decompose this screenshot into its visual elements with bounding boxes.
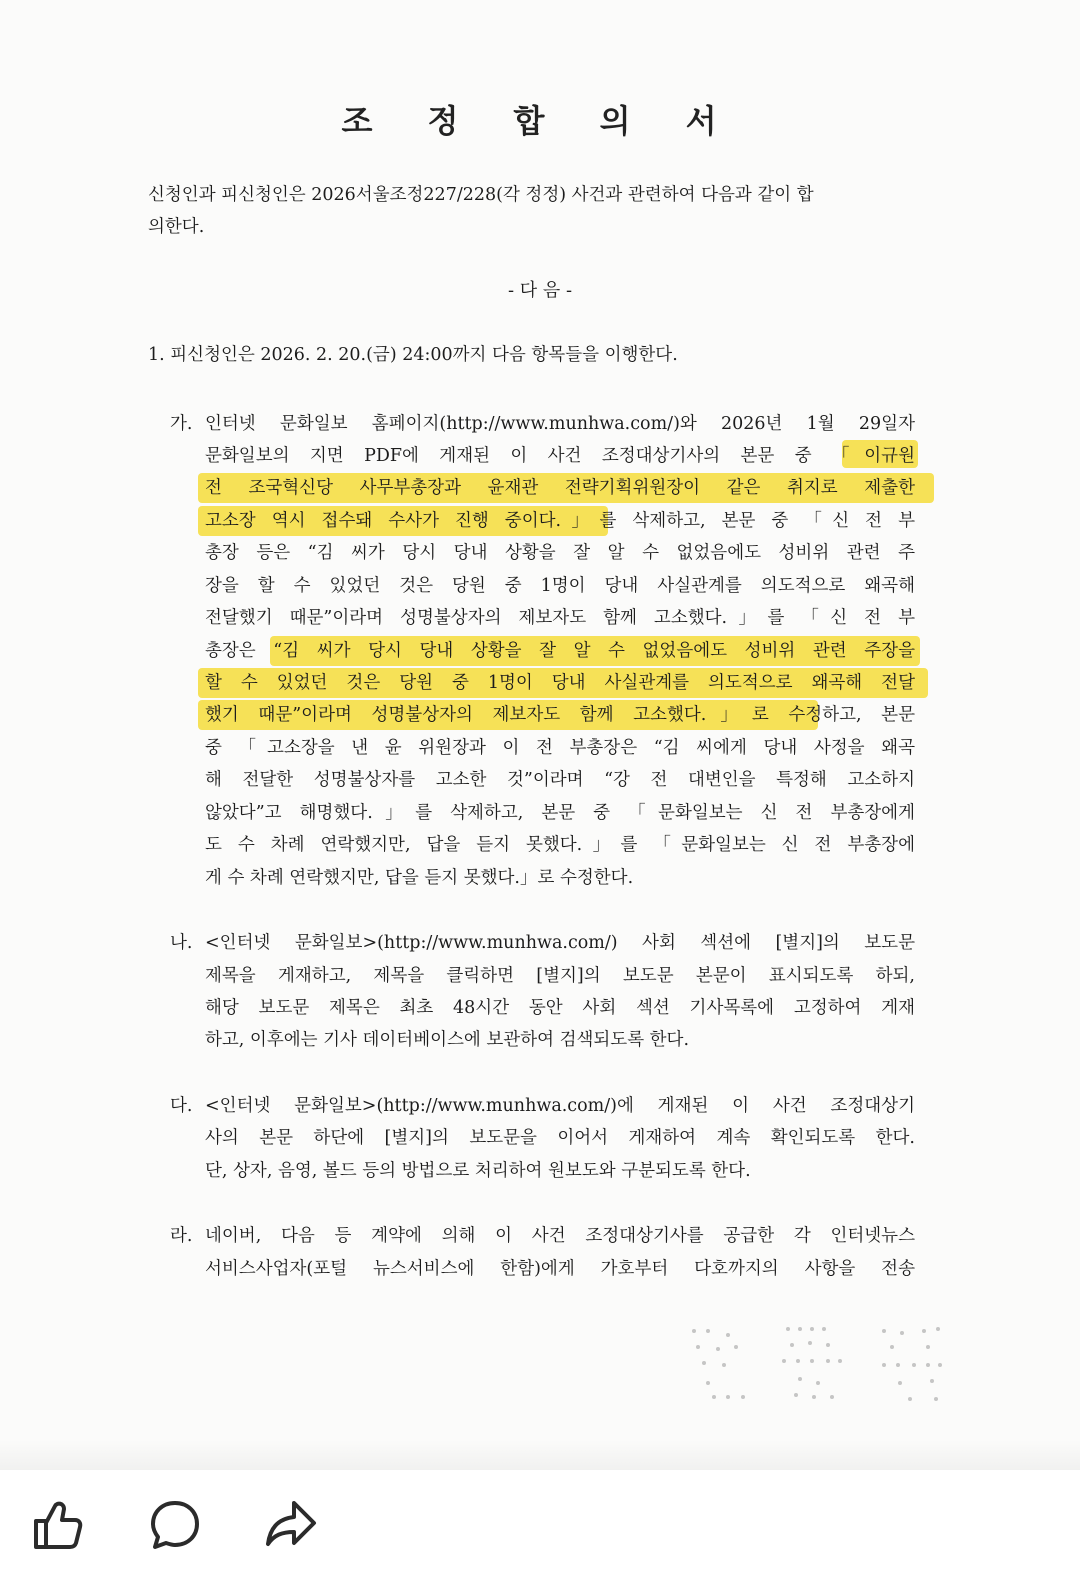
clause-ga-line: 했기 때문”이라며 성명불상자의 제보자도 함께 고소했다.」로 수정하고, 본문 — [205, 705, 915, 725]
intro-line-1: 신청인과 피신청인은 2026서울조정227/228(각 정정) 사건과 관련하여 다음과 같이 합 — [148, 185, 814, 205]
clause-ga-line: 중 「고소장을 낸 윤 위원장과 이 전 부총장은 “김 씨에게 당내 사정을 왜곡 — [205, 738, 915, 758]
post-action-bar — [0, 1495, 1080, 1575]
clause-na-line: 하고, 이후에는 기사 데이터베이스에 보관하여 검색되도록 한다. — [205, 1030, 690, 1050]
clause-na-line: <인터넷 문화일보>(http://www.munhwa.com/) 사회 섹션에 [별지]의 보도문 — [205, 933, 915, 953]
clause-ga-line: 총장 등은 “김 씨가 당시 당내 상황을 잘 알 수 없었음에도 성비위 관련 주 — [205, 543, 915, 563]
clause-ga-line: 문화일보의 지면 PDF에 게재된 이 사건 조정대상기사의 본문 중 「이규원 — [205, 446, 915, 466]
clause-ga-line: 게 수 차례 연락했지만, 답을 듣지 못했다.」로 수정한다. — [205, 868, 634, 888]
section-heading: - 다 음 - — [507, 280, 573, 301]
clause-da-line: 사의 본문 하단에 [별지]의 보도문을 이어서 게재하여 계속 확인되도록 한다. — [205, 1128, 915, 1148]
clause-ra-label: 라. — [170, 1226, 193, 1246]
seal-stamp — [688, 1325, 948, 1415]
comment-button[interactable] — [145, 1495, 205, 1555]
page-edge — [0, 1440, 1080, 1470]
item-1: 1. 피신청인은 2026. 2. 20.(금) 24:00까지 다음 항목들을 이행한다. — [148, 345, 678, 365]
clause-da-label: 다. — [170, 1096, 193, 1116]
document-title: 조 정 합 의 서 — [341, 102, 739, 140]
share-arrow-icon — [260, 1495, 320, 1555]
clause-ga-line: 장을 할 수 있었던 것은 당원 중 1명이 당내 사실관계를 의도적으로 왜곡해 — [205, 576, 915, 596]
clause-ra-line: 서비스사업자(포털 뉴스서비스에 한함)에게 가호부터 다호까지의 사항을 전송 — [205, 1259, 915, 1279]
clause-ga-line: 총장은 “김 씨가 당시 당내 상황을 잘 알 수 없었음에도 성비위 관련 주장을 — [205, 641, 915, 661]
clause-ga-label: 가. — [170, 414, 193, 434]
clause-na-line: 제목을 게재하고, 제목을 클릭하면 [별지]의 보도문 본문이 표시되도록 하되, — [205, 966, 915, 986]
clause-ga-line: 할 수 있었던 것은 당원 중 1명이 당내 사실관계를 의도적으로 왜곡해 전달 — [205, 673, 915, 693]
clause-da-line: <인터넷 문화일보>(http://www.munhwa.com/)에 게재된 이 사건 조정대상기 — [205, 1096, 915, 1116]
clause-ga-line: 해 전달한 성명불상자를 고소한 것”이라며 “강 전 대변인을 특정해 고소하지 — [205, 770, 915, 790]
clause-ra-line: 네이버, 다음 등 계약에 의해 이 사건 조정대상기사를 공급한 각 인터넷뉴스 — [205, 1226, 915, 1246]
clause-da-line: 단, 상자, 음영, 볼드 등의 방법으로 처리하여 원보도와 구분되도록 한다. — [205, 1161, 751, 1181]
clause-ga-line: 인터넷 문화일보 홈페이지(http://www.munhwa.com/)와 2026년 1월 29일자 — [205, 414, 915, 434]
clause-na-label: 나. — [170, 933, 193, 953]
clause-ga-line: 전달했기 때문”이라며 성명불상자의 제보자도 함께 고소했다.」를 「신 전 부 — [205, 608, 915, 628]
like-button[interactable] — [28, 1495, 88, 1555]
clause-ga-line: 고소장 역시 접수돼 수사가 진행 중이다.」를 삭제하고, 본문 중 「신 전 부 — [205, 511, 915, 531]
intro-line-2: 의한다. — [148, 217, 205, 237]
clause-ga-line: 도 수 차례 연락했지만, 답을 듣지 못했다.」를 「문화일보는 신 전 부총장에 — [205, 835, 915, 855]
thumbs-up-icon — [28, 1495, 88, 1555]
clause-ga-line: 않았다”고 해명했다.」를 삭제하고, 본문 중 「문화일보는 신 전 부총장에게 — [205, 803, 915, 823]
clause-na-line: 해당 보도문 제목은 최초 48시간 동안 사회 섹션 기사목록에 고정하여 게재 — [205, 998, 915, 1018]
clause-ga-line: 전 조국혁신당 사무부총장과 윤재관 전략기획위원장이 같은 취지로 제출한 — [205, 478, 915, 498]
comment-bubble-icon — [145, 1495, 205, 1555]
share-button[interactable] — [260, 1495, 320, 1555]
